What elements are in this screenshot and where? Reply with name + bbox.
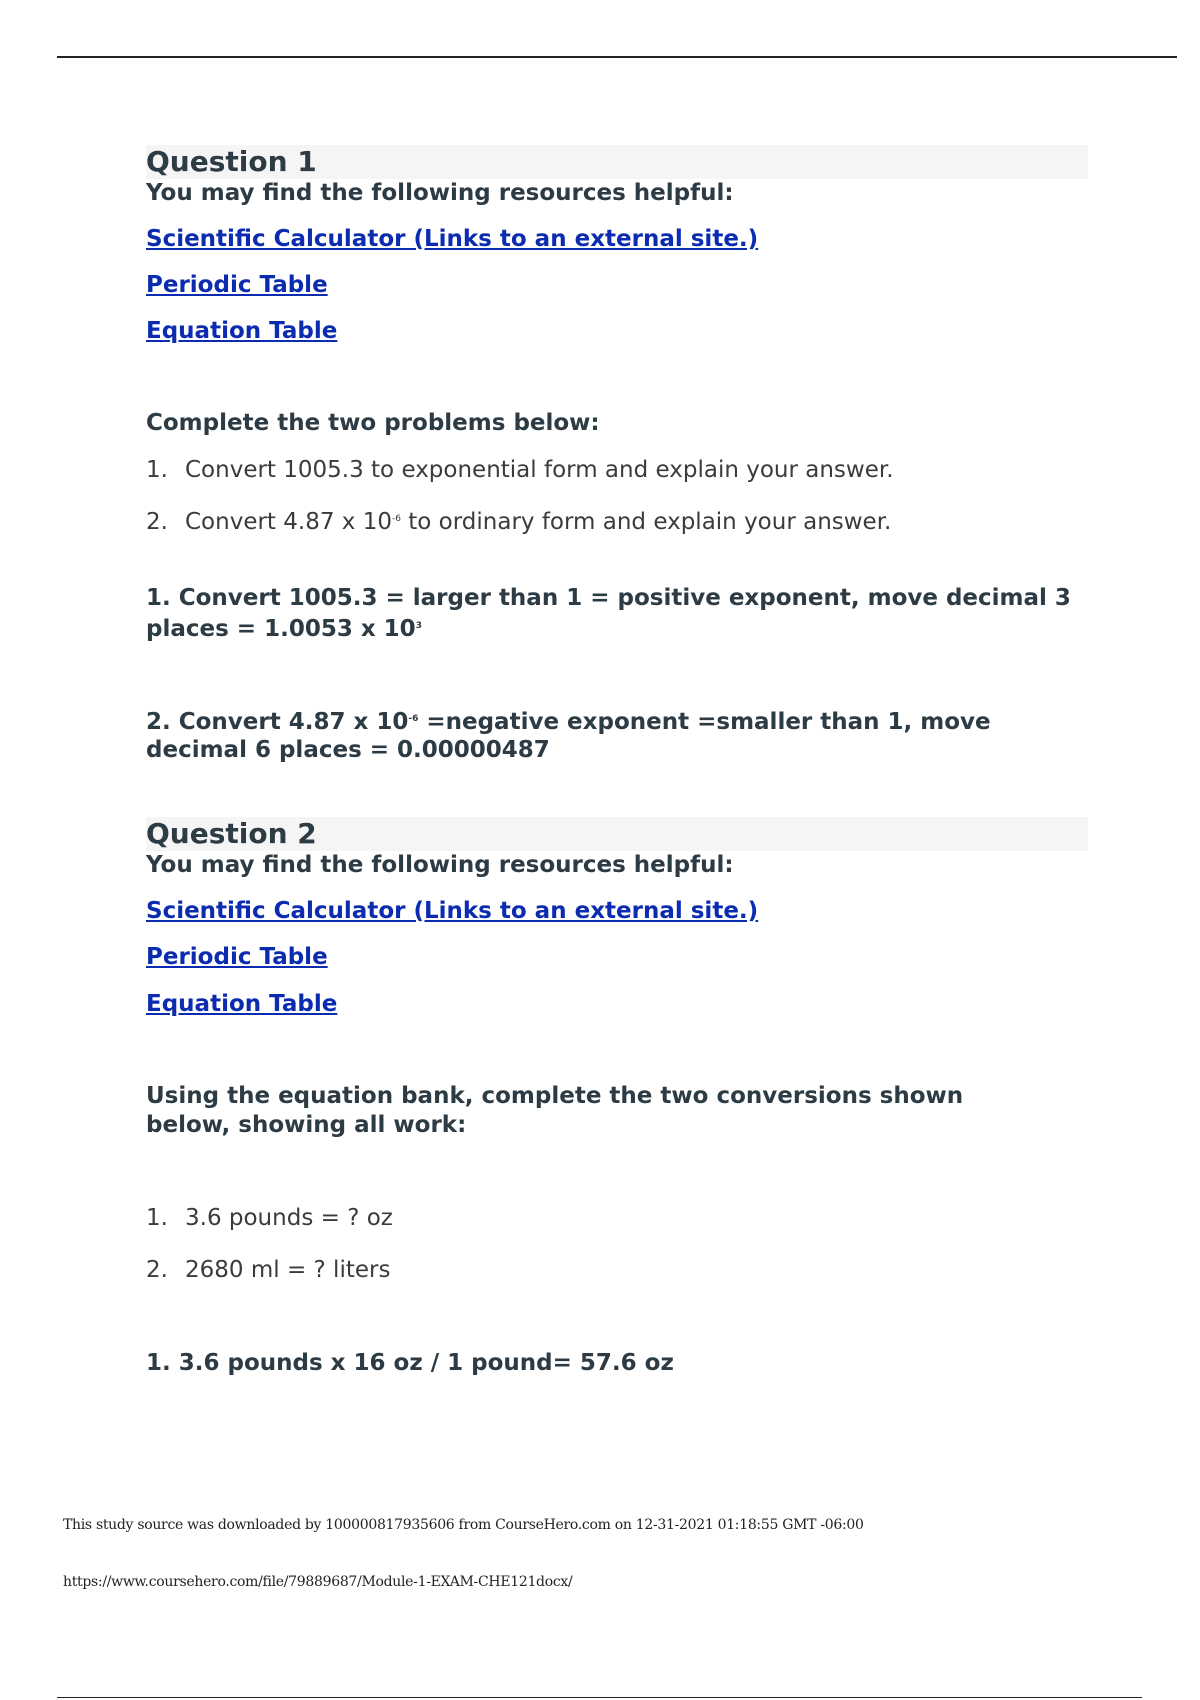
question-2-title: Question 2 (146, 817, 1088, 851)
problem-text: Convert 1005.3 to exponential form and explain your answer. (185, 457, 894, 483)
exponent: -6 (391, 514, 401, 524)
top-rule (57, 56, 1177, 58)
problem-item (146, 509, 891, 535)
scientific-calculator-link[interactable]: Scientific Calculator (Links to an external site.) (146, 226, 759, 252)
question-1-title: Question 1 (146, 145, 1088, 179)
resources-helpful-text: You may find the following resources helpful: (146, 852, 734, 878)
exponent: 3 (415, 621, 422, 631)
answer-text: 1. Convert 1005.3 = larger than 1 = positive exponent, move decimal 3 places = 1.0053 x 10 (146, 585, 1071, 642)
bottom-rule (57, 1697, 1142, 1698)
source-url: https://www.coursehero.com/file/79889687/Module-1-EXAM-CHE121docx/ (63, 1574, 573, 1590)
question-1-instruction: Complete the two problems below: (146, 410, 600, 436)
problem-item (146, 1257, 390, 1283)
problem-item (146, 457, 894, 483)
problem-number: 1. (146, 1205, 168, 1231)
download-source-note: This study source was downloaded by 100000817935606 from CourseHero.com on 12-31-2021 01:18:55 GMT -06:00 (63, 1517, 864, 1533)
equation-table-link[interactable]: Equation Table (146, 991, 338, 1017)
problem-text: Convert 4.87 x 10 (185, 509, 392, 535)
answer-1: 1. 3.6 pounds x 16 oz / 1 pound= 57.6 oz (146, 1350, 674, 1376)
resources-helpful-text: You may find the following resources helpful: (146, 180, 734, 206)
problem-number: 2. (146, 1257, 168, 1283)
problem-number: 2. (146, 509, 168, 535)
answer-text: 2. Convert 4.87 x 10 (146, 709, 409, 735)
problem-text-continued: to ordinary form and explain your answer. (400, 509, 892, 535)
problem-number: 1. (146, 457, 168, 483)
problem-text: 2680 ml = ? liters (185, 1257, 391, 1283)
periodic-table-link[interactable]: Periodic Table (146, 272, 328, 298)
periodic-table-link[interactable]: Periodic Table (146, 944, 328, 970)
equation-table-link[interactable]: Equation Table (146, 318, 338, 344)
scientific-calculator-link[interactable]: Scientific Calculator (Links to an external site.) (146, 898, 759, 924)
answer-2 (146, 705, 1076, 764)
answer-1 (146, 584, 1076, 643)
problem-text: 3.6 pounds = ? oz (185, 1205, 393, 1231)
problem-item (146, 1205, 393, 1231)
exponent: -6 (408, 714, 419, 724)
question-2-instruction: Using the equation bank, complete the two conversions shown below, showing all work: (146, 1083, 964, 1138)
answer-text-continued: =negative exponent =smaller than 1, move decimal 6 places = 0.00000487 (146, 709, 991, 763)
